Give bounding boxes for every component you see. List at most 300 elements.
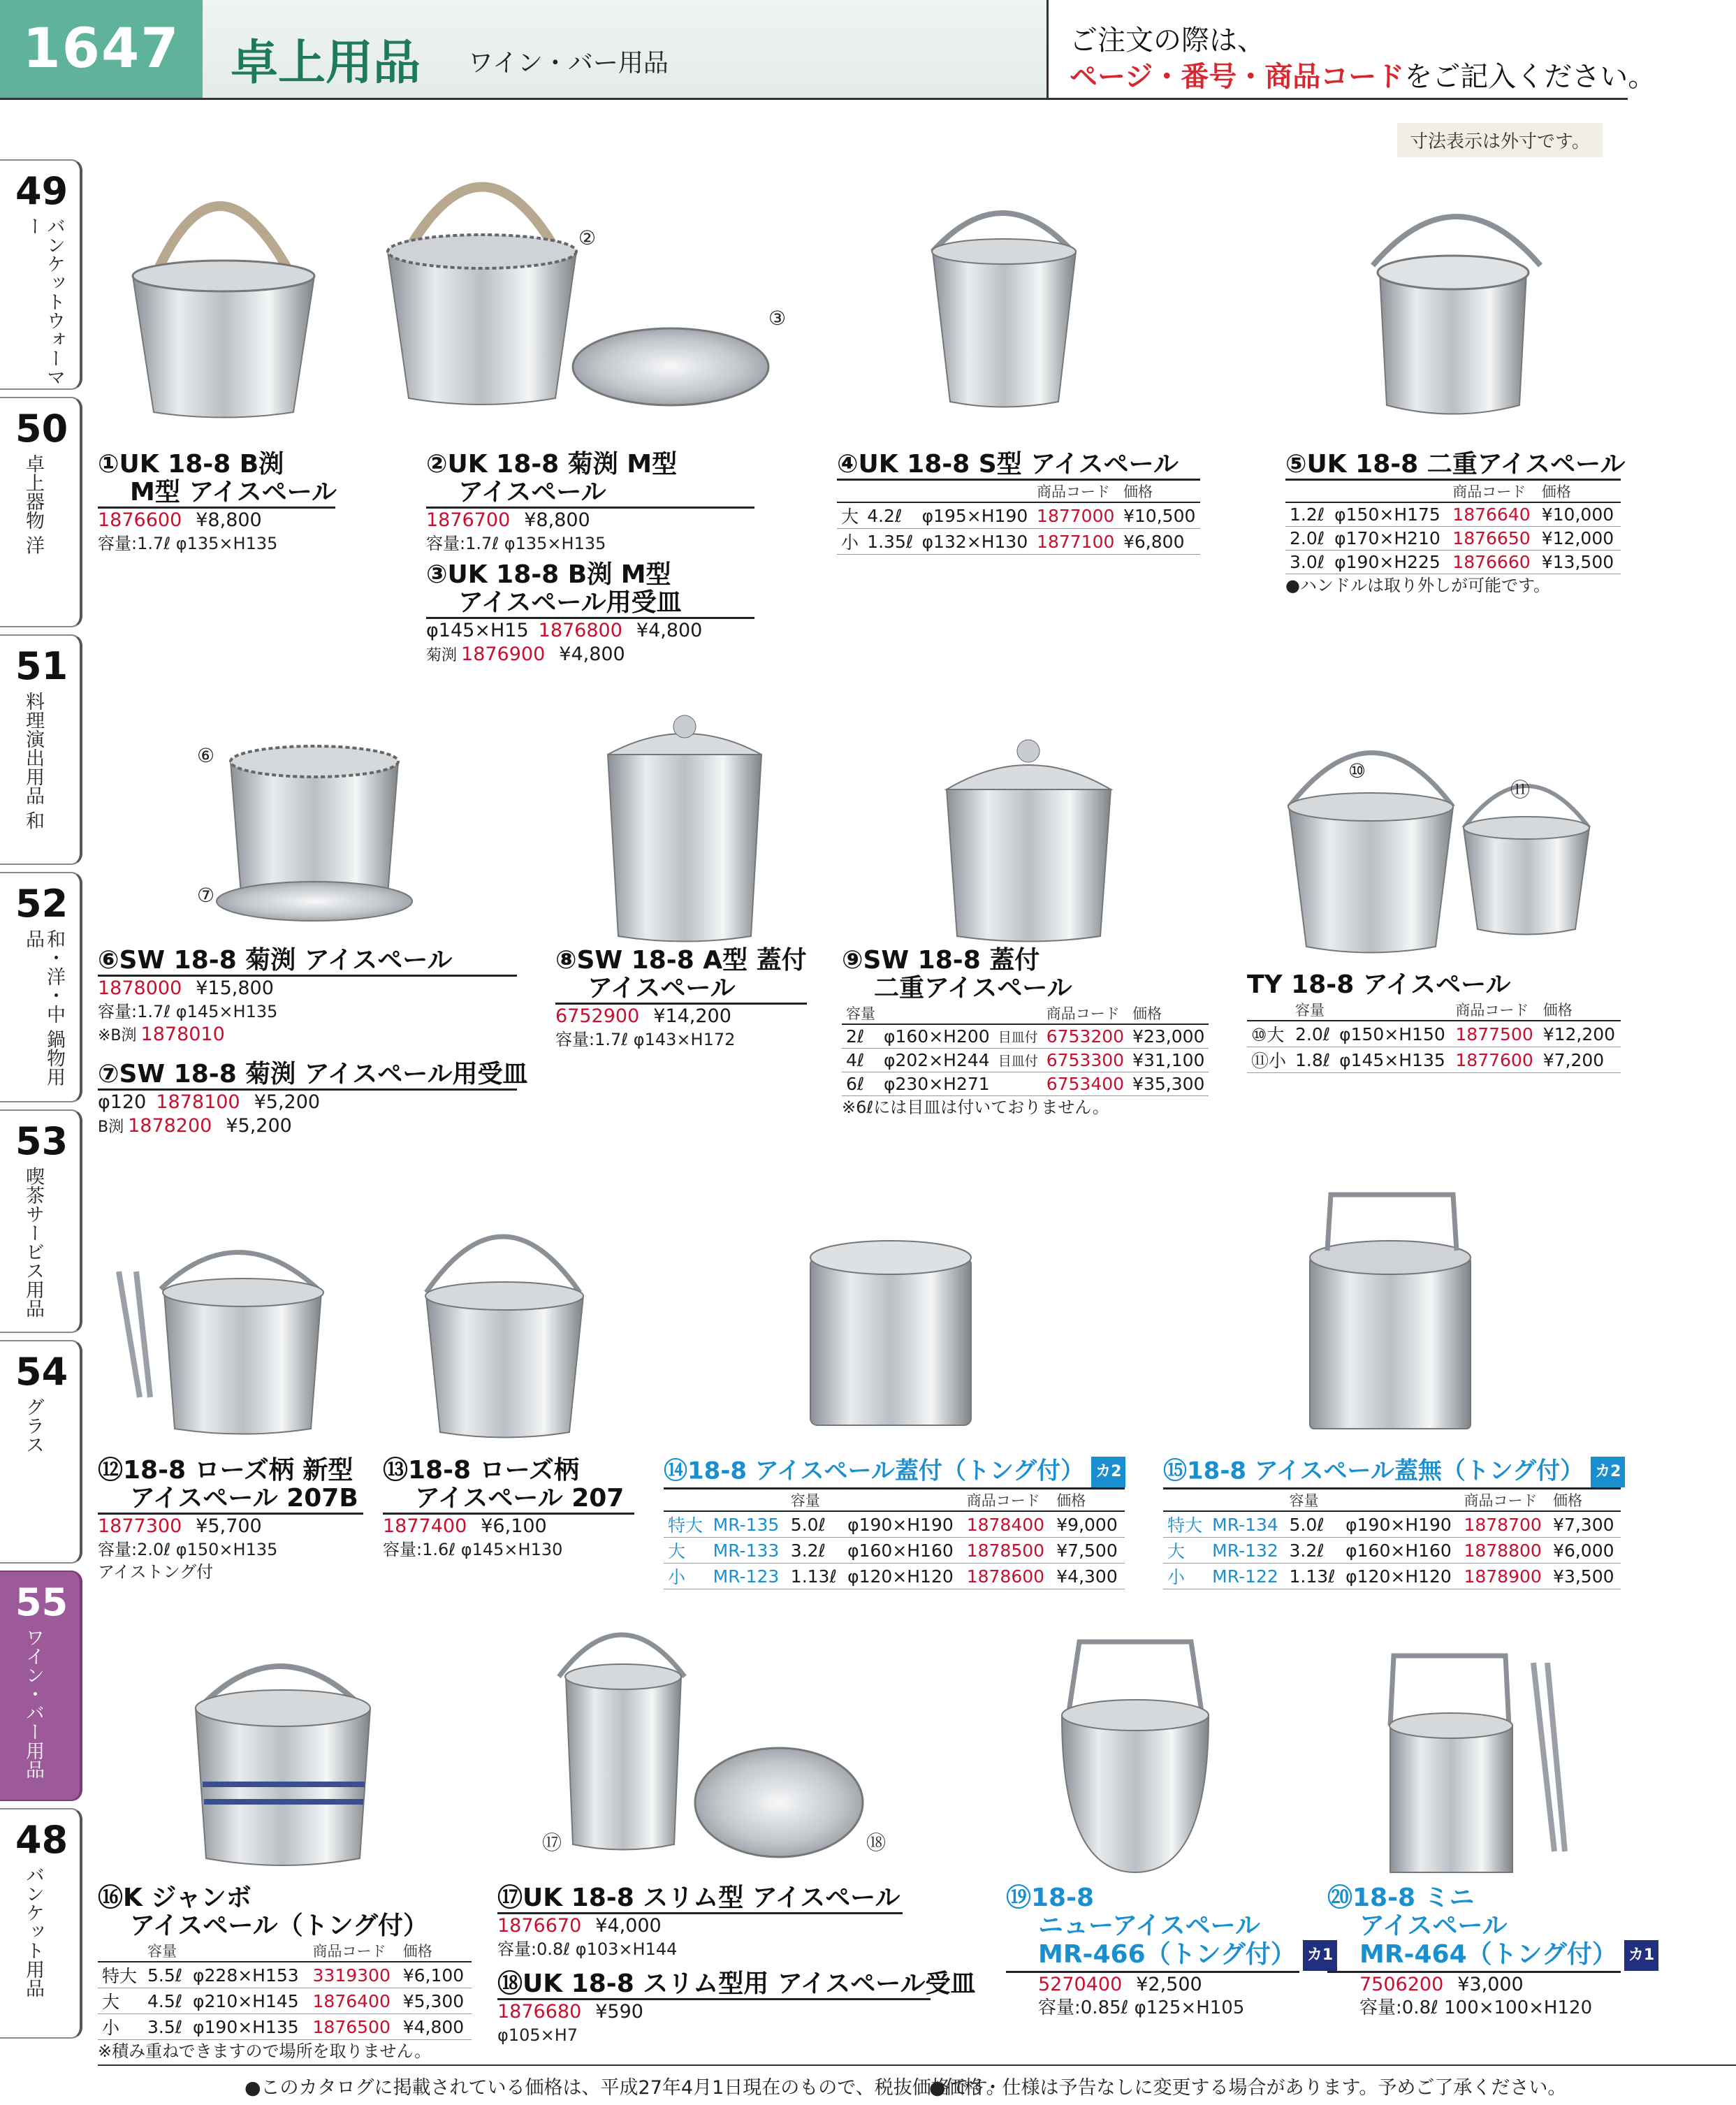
row-code: 1876640 — [1448, 502, 1537, 526]
product-code: 5270400 — [1038, 1974, 1123, 1995]
stock-badge: カ1 — [1624, 1940, 1658, 1971]
product-spec: 容量:2.0ℓ φ150×H135 — [98, 1540, 278, 1559]
product-spec: 容量:1.6ℓ φ145×H130 — [383, 1540, 563, 1559]
product-name: ①UK 18-8 B渕 — [98, 450, 284, 479]
row-capacity: 2.0ℓ — [1291, 1021, 1335, 1047]
table-row — [98, 2014, 472, 2040]
row-code: 1877600 — [1451, 1047, 1538, 1073]
row-price: ¥4,800 — [399, 2014, 472, 2040]
head-price: 価格 — [1549, 1489, 1621, 1511]
product-name: ⑫18-8 ローズ柄 新型 — [98, 1456, 353, 1485]
row-price: ¥4,300 — [1052, 1564, 1125, 1589]
row-extra: 目皿付 — [994, 1048, 1042, 1072]
row-code: 6753200 — [1042, 1024, 1128, 1048]
product-19 — [1006, 1884, 1334, 2019]
product-9 — [842, 947, 1205, 1119]
product-note: アイストング付 — [98, 1562, 214, 1582]
image-marker-7: ⑦ — [197, 884, 215, 907]
row-model: MR-122 — [1208, 1564, 1285, 1589]
table-row — [664, 1511, 1125, 1538]
stock-badge: カ2 — [1091, 1457, 1125, 1487]
row-dimensions: φ230×H271 — [880, 1072, 994, 1095]
image-marker-6: ⑥ — [197, 744, 215, 767]
table-row — [1163, 1538, 1621, 1564]
pail-14-image — [810, 1241, 971, 1425]
row-size: ⑪小 — [1247, 1047, 1291, 1073]
row-code: 1878400 — [963, 1511, 1053, 1538]
pail-19-image — [1062, 1642, 1209, 1872]
row-capacity: 4.2ℓ — [863, 502, 917, 529]
row-capacity: 1.13ℓ — [1285, 1564, 1341, 1589]
product-12 — [98, 1457, 363, 1583]
table-row — [1163, 1511, 1621, 1538]
row-capacity: 1.35ℓ — [863, 529, 917, 555]
row-dimensions: φ132×H130 — [918, 529, 1033, 555]
product-5 — [1285, 450, 1626, 597]
product-code: 1877400 — [383, 1515, 467, 1537]
row-capacity: 1.13ℓ — [787, 1564, 843, 1589]
product-2 — [426, 451, 754, 555]
row-size: 特大 — [1163, 1511, 1208, 1538]
spec-table — [1247, 999, 1621, 1073]
row-size: 特大 — [98, 1962, 143, 1988]
row-price: ¥31,100 — [1128, 1048, 1209, 1072]
row-capacity: 5.5ℓ — [143, 1962, 189, 1988]
side-tab-number: 48 — [15, 1818, 68, 1862]
head-capacity: 容量 — [1291, 999, 1335, 1021]
product-price: ¥6,100 — [481, 1515, 547, 1537]
side-tab-number: 53 — [15, 1119, 68, 1163]
head-capacity: 容量 — [787, 1489, 843, 1511]
row-dimensions: φ160×H200 — [880, 1024, 994, 1048]
pail-9-image — [947, 740, 1111, 942]
product-name: ⑱UK 18-8 スリム型用 アイスペール受皿 — [497, 1970, 931, 2000]
spec-table — [842, 1003, 1209, 1096]
page-subtitle: ワイン・バー用品 — [468, 49, 669, 78]
variant-price: ¥5,200 — [226, 1115, 292, 1137]
image-marker-17: ⑰ — [542, 1831, 562, 1854]
product-size: φ120 — [98, 1091, 147, 1113]
product-3 — [426, 561, 754, 668]
product-18 — [497, 1969, 976, 2046]
row-code: 1877500 — [1451, 1021, 1538, 1047]
product-price: ¥14,200 — [653, 1005, 731, 1027]
product-17 — [497, 1884, 903, 1960]
product-8 — [555, 947, 807, 1051]
product-code: 1876680 — [497, 2001, 582, 2023]
head-code: 商品コード — [1459, 1489, 1549, 1511]
head-code: 商品コード — [963, 1489, 1053, 1511]
pail-5-image — [1373, 217, 1540, 414]
tray-18-image — [695, 1748, 863, 1857]
product-note: ※積み重ねできますので場所を取りません。 — [98, 2041, 431, 2061]
side-tab-number: 55 — [15, 1580, 68, 1624]
row-price: ¥6,800 — [1119, 529, 1200, 555]
row-code: 1878700 — [1459, 1511, 1549, 1538]
product-name: ⑥SW 18-8 菊渕 アイスペール — [98, 947, 517, 977]
pail-20-image — [1389, 1656, 1565, 1872]
row-capacity: 4ℓ — [842, 1048, 880, 1072]
product-name-line2: 二重アイスペール — [874, 974, 1072, 1003]
row-model: MR-123 — [709, 1564, 787, 1589]
product-spec: 容量:1.7ℓ φ135×H135 — [98, 534, 278, 553]
row-dimensions: φ160×H160 — [843, 1538, 963, 1564]
row-size: 小 — [1163, 1564, 1208, 1589]
product-1 — [98, 451, 335, 555]
pail-10-image — [1288, 753, 1453, 953]
product-price: ¥3,000 — [1457, 1974, 1524, 1995]
order-note-rest: をご記入ください。 — [1404, 61, 1656, 93]
product-4 — [837, 451, 1200, 555]
product-price: ¥8,800 — [524, 509, 590, 531]
row-capacity: 3.2ℓ — [1285, 1538, 1341, 1564]
row-dimensions: φ190×H225 — [1330, 550, 1448, 574]
product-code: 1878000 — [98, 977, 182, 999]
product-price: ¥4,800 — [636, 620, 703, 641]
head-code: 商品コード — [1448, 481, 1537, 502]
stock-badge: カ1 — [1303, 1940, 1337, 1971]
side-tab-label: グラス — [22, 1397, 44, 1454]
head-price: 価格 — [1538, 481, 1621, 502]
product-name — [664, 1457, 1125, 1489]
product-price: ¥8,800 — [196, 509, 262, 531]
side-tab-number: 52 — [15, 882, 68, 926]
head-price: 価格 — [1119, 481, 1200, 502]
product-name-line3 — [1327, 1940, 1655, 1973]
row-dimensions: φ190×H135 — [189, 2014, 309, 2040]
product-price: ¥590 — [595, 2001, 643, 2023]
side-tab-label: 卓上器物 洋 — [22, 454, 44, 555]
product-name-line2: アイスペール — [426, 479, 754, 509]
row-dimensions: φ170×H210 — [1330, 526, 1448, 550]
product-price: ¥4,000 — [595, 1915, 662, 1937]
product-name: ⑧SW 18-8 A型 蓋付 — [555, 946, 807, 975]
table-row — [837, 529, 1200, 555]
head-code: 商品コード — [309, 1940, 399, 1962]
head-capacity: 容量 — [1285, 1489, 1341, 1511]
pail-8-image — [608, 715, 761, 942]
row-capacity: 3.5ℓ — [143, 2014, 189, 2040]
side-tab-label: 和・洋・中 鍋物用品 — [22, 929, 65, 1086]
image-marker-18: ⑱ — [866, 1831, 887, 1854]
product-price: ¥5,700 — [196, 1515, 262, 1537]
product-name: ③UK 18-8 B渕 M型 — [426, 560, 671, 589]
row-price: ¥23,000 — [1128, 1024, 1209, 1048]
variant-label: 菊渕 — [426, 647, 458, 664]
row-dimensions: φ120×H120 — [843, 1564, 963, 1589]
row-size: 大 — [837, 502, 863, 529]
product-price: ¥2,500 — [1136, 1974, 1202, 1995]
row-code: 1877000 — [1033, 502, 1119, 529]
table-row — [664, 1538, 1125, 1564]
pail-17-image — [559, 1635, 685, 1850]
variant-code: 1878200 — [128, 1115, 212, 1137]
row-price: ¥6,100 — [399, 1962, 472, 1988]
table-row — [1247, 1047, 1621, 1073]
variant-label: ※B渕 — [98, 1027, 137, 1044]
product-name: ⑯K ジャンボ — [98, 1884, 251, 1912]
row-code: 1876660 — [1448, 550, 1537, 574]
stock-badge: カ2 — [1591, 1457, 1625, 1487]
table-row — [1163, 1564, 1621, 1589]
product-name-line2: アイスペール 207B — [98, 1485, 363, 1515]
row-dimensions: φ160×H160 — [1341, 1538, 1459, 1564]
page-title: 卓上用品 — [231, 36, 421, 91]
product-name-line2: アイスペール用受皿 — [426, 589, 754, 619]
row-code: 6753400 — [1042, 1072, 1128, 1095]
product-name: ⑤UK 18-8 二重アイスペール — [1285, 451, 1621, 481]
product-spec: 容量:0.85ℓ φ125×H105 — [1038, 1997, 1245, 2018]
row-price: ¥5,300 — [399, 1988, 472, 2014]
table-row — [837, 502, 1200, 529]
product-size: φ145×H15 — [426, 620, 529, 641]
row-price: ¥3,500 — [1549, 1564, 1621, 1589]
row-code: 3319300 — [309, 1962, 399, 1988]
pail-2-image — [388, 187, 576, 405]
product-name: TY 18-8 アイスペール — [1247, 970, 1511, 999]
product-spec: 容量:0.8ℓ 100×100×H120 — [1359, 1997, 1593, 2018]
product-name-text: ⑭18-8 アイスペール蓋付（トング付） — [664, 1457, 1085, 1485]
row-capacity: 3.0ℓ — [1285, 550, 1330, 574]
product-name-text: ⑮18-8 アイスペール蓋無（トング付） — [1163, 1457, 1584, 1485]
product-name: ⑦SW 18-8 菊渕 アイスペール用受皿 — [98, 1061, 517, 1091]
row-dimensions: φ228×H153 — [189, 1962, 309, 1988]
table-row — [842, 1048, 1209, 1072]
row-size: 小 — [664, 1564, 709, 1589]
row-dimensions: φ150×H150 — [1335, 1021, 1451, 1047]
order-note-highlight: ページ・番号・商品コード — [1070, 61, 1405, 93]
row-price: ¥12,000 — [1538, 526, 1621, 550]
row-code: 1876400 — [309, 1988, 399, 2014]
pail-6-image — [217, 746, 412, 921]
row-dimensions: φ195×H190 — [918, 502, 1033, 529]
head-code: 商品コード — [1042, 1003, 1128, 1024]
row-code: 1876650 — [1448, 526, 1537, 550]
side-tab-label: ワイン・バー用品 — [22, 1628, 44, 1779]
row-extra — [994, 1072, 1042, 1095]
row-model: MR-134 — [1208, 1511, 1285, 1538]
product-spec: 容量:0.8ℓ φ103×H144 — [497, 1939, 678, 1959]
side-tab-number: 51 — [15, 644, 68, 688]
product-note: ※6ℓには目皿は付いておりません。 — [842, 1097, 1109, 1117]
product-name-line2: アイスペール 207 — [383, 1485, 634, 1515]
table-row — [1285, 502, 1621, 526]
table-row — [664, 1564, 1125, 1589]
row-price: ¥12,200 — [1539, 1021, 1621, 1047]
row-price: ¥7,300 — [1549, 1511, 1621, 1538]
row-dimensions: φ120×H120 — [1341, 1564, 1459, 1589]
row-model: MR-133 — [709, 1538, 787, 1564]
product-name-line2: ニューアイスペール — [1038, 1911, 1260, 1940]
product-15 — [1163, 1457, 1621, 1589]
side-tab-number: 50 — [15, 407, 68, 451]
table-row — [1247, 1021, 1621, 1047]
row-capacity: 5.0ℓ — [1285, 1511, 1341, 1538]
side-tab-label: バンケット用品 — [22, 1865, 44, 1997]
spec-table — [1163, 1489, 1621, 1589]
product-name-line2: アイスペール（トング付） — [130, 1911, 428, 1940]
side-tab-label: バンケットウォーマー — [22, 217, 65, 386]
product-16 — [98, 1884, 472, 2062]
row-size: ⑩大 — [1247, 1021, 1291, 1047]
product-name-line2: M型 アイスペール — [98, 479, 335, 509]
product-name: ⑨SW 18-8 蓋付 — [842, 946, 1040, 975]
head-capacity: 容量 — [842, 1003, 880, 1024]
spec-table — [837, 481, 1200, 555]
product-name: ④UK 18-8 S型 アイスペール — [837, 451, 1200, 481]
spec-table — [1285, 481, 1621, 574]
table-row — [842, 1024, 1209, 1048]
variant-label: B渕 — [98, 1119, 124, 1136]
head-code: 商品コード — [1033, 481, 1119, 502]
head-price: 価格 — [399, 1940, 472, 1962]
table-row — [1285, 550, 1621, 574]
product-code: 1876800 — [538, 620, 622, 641]
product-name-text: MR-464（トング付） — [1359, 1940, 1617, 1969]
product-code: 7506200 — [1359, 1974, 1444, 1995]
product-10-11 — [1247, 971, 1621, 1073]
row-dimensions: φ210×H145 — [189, 1988, 309, 2014]
page-number: 1647 — [0, 0, 203, 98]
side-tab-number: 54 — [15, 1350, 68, 1394]
row-price: ¥10,000 — [1538, 502, 1621, 526]
row-code: 1878900 — [1459, 1564, 1549, 1589]
spec-table — [98, 1940, 472, 2040]
row-price: ¥10,500 — [1119, 502, 1200, 529]
row-capacity: 1.2ℓ — [1285, 502, 1330, 526]
side-tab-label: 喫茶サービス用品 — [22, 1167, 44, 1318]
row-code: 1878600 — [963, 1564, 1053, 1589]
product-name-line2: アイスペール — [555, 975, 807, 1005]
pail-12-image — [119, 1253, 323, 1434]
product-code: 1878100 — [156, 1091, 240, 1113]
head-price: 価格 — [1539, 999, 1621, 1021]
product-spec: 容量:1.7ℓ φ143×H172 — [555, 1030, 736, 1049]
table-row — [842, 1072, 1209, 1095]
head-code: 商品コード — [1451, 999, 1538, 1021]
row-capacity: 2.0ℓ — [1285, 526, 1330, 550]
product-name-line3 — [1006, 1940, 1334, 1973]
table-row — [1285, 526, 1621, 550]
row-price: ¥13,500 — [1538, 550, 1621, 574]
row-code: 1878800 — [1459, 1538, 1549, 1564]
product-price: ¥15,800 — [196, 977, 274, 999]
row-capacity: 3.2ℓ — [787, 1538, 843, 1564]
side-tab-label: 料理演出用品 和 — [22, 692, 44, 830]
image-marker-11: ⑪ — [1510, 778, 1531, 801]
row-size: 大 — [98, 1988, 143, 2014]
row-model: MR-132 — [1208, 1538, 1285, 1564]
size-note: 寸法表示は外寸です。 — [1397, 123, 1603, 157]
row-size: 小 — [98, 2014, 143, 2040]
product-name: ⑲18-8 — [1006, 1884, 1095, 1912]
row-dimensions: φ190×H190 — [1341, 1511, 1459, 1538]
product-spec: 容量:1.7ℓ φ135×H135 — [426, 534, 606, 553]
product-code: 1876700 — [426, 509, 511, 531]
row-dimensions: φ145×H135 — [1335, 1047, 1451, 1073]
head-price: 価格 — [1128, 1003, 1209, 1024]
row-model: MR-135 — [709, 1511, 787, 1538]
pail-15-image — [1310, 1195, 1471, 1429]
footer-rule — [98, 2064, 1736, 2066]
spec-table — [664, 1489, 1125, 1589]
product-spec: φ105×H7 — [497, 2025, 578, 2045]
product-7 — [98, 1060, 528, 1139]
variant-code: 1878010 — [140, 1024, 225, 1045]
product-name-text: MR-466（トング付） — [1038, 1940, 1296, 1969]
variant-code: 1876900 — [461, 643, 546, 665]
table-row — [98, 1962, 472, 1988]
row-size: 特大 — [664, 1511, 709, 1538]
row-capacity: 2ℓ — [842, 1024, 880, 1048]
pail-1-image — [133, 206, 314, 418]
product-code: 1876670 — [497, 1915, 582, 1937]
product-13 — [383, 1457, 634, 1561]
row-code: 6753300 — [1042, 1048, 1128, 1072]
row-code: 1877100 — [1033, 529, 1119, 555]
footer-note-change: ●価格・仕様は予告なしに変更する場合があります。予めご了承ください。 — [929, 2077, 1567, 2099]
row-capacity: 1.8ℓ — [1291, 1047, 1335, 1073]
row-price: ¥7,200 — [1539, 1047, 1621, 1073]
row-dimensions: φ150×H175 — [1330, 502, 1448, 526]
product-name — [1163, 1457, 1621, 1489]
row-size: 小 — [837, 529, 863, 555]
product-name-line2: アイスペール — [1359, 1911, 1508, 1940]
product-20 — [1327, 1884, 1655, 2019]
side-tab-number: 49 — [15, 169, 68, 213]
pail-16-image — [196, 1666, 370, 1865]
row-price: ¥35,300 — [1128, 1072, 1209, 1095]
row-price: ¥6,000 — [1549, 1538, 1621, 1564]
head-price: 価格 — [1052, 1489, 1125, 1511]
product-name: ②UK 18-8 菊渕 M型 — [426, 450, 678, 479]
row-capacity: 6ℓ — [842, 1072, 880, 1095]
variant-price: ¥4,800 — [559, 643, 625, 665]
order-note-line1: ご注文の際は、 — [1070, 24, 1265, 57]
footer-note-price: ●このカタログに掲載されている価格は、平成27年4月1日現在のもので、税抜価格です。 — [245, 2077, 1005, 2099]
row-size: 大 — [1163, 1538, 1208, 1564]
row-size: 大 — [664, 1538, 709, 1564]
pail-13-image — [425, 1237, 583, 1438]
image-marker-2: ② — [578, 226, 597, 249]
row-capacity: 5.0ℓ — [787, 1511, 843, 1538]
row-code: 1876500 — [309, 2014, 399, 2040]
product-code: 1876600 — [98, 509, 182, 531]
tray-3-image — [573, 328, 768, 405]
product-6 — [98, 947, 517, 1048]
pail-4-image — [932, 213, 1076, 407]
row-dimensions: φ202×H244 — [880, 1048, 994, 1072]
product-code: 6752900 — [555, 1005, 640, 1027]
product-name: ⑳18-8 ミニ — [1327, 1884, 1475, 1912]
row-capacity: 4.5ℓ — [143, 1988, 189, 2014]
product-name: ⑬18-8 ローズ柄 — [383, 1456, 579, 1485]
image-marker-3: ③ — [768, 307, 787, 330]
row-price: ¥9,000 — [1052, 1511, 1125, 1538]
row-extra: 目皿付 — [994, 1024, 1042, 1048]
product-price: ¥5,200 — [254, 1091, 321, 1113]
row-price: ¥7,500 — [1052, 1538, 1125, 1564]
product-spec: 容量:1.7ℓ φ145×H135 — [98, 1002, 278, 1021]
row-dimensions: φ190×H190 — [843, 1511, 963, 1538]
head-capacity: 容量 — [143, 1940, 189, 1962]
product-code: 1877300 — [98, 1515, 182, 1537]
product-14 — [664, 1457, 1125, 1589]
row-code: 1878500 — [963, 1538, 1053, 1564]
image-marker-10: ⑩ — [1348, 759, 1366, 782]
table-row — [98, 1988, 472, 2014]
pail-11-image — [1464, 786, 1589, 935]
